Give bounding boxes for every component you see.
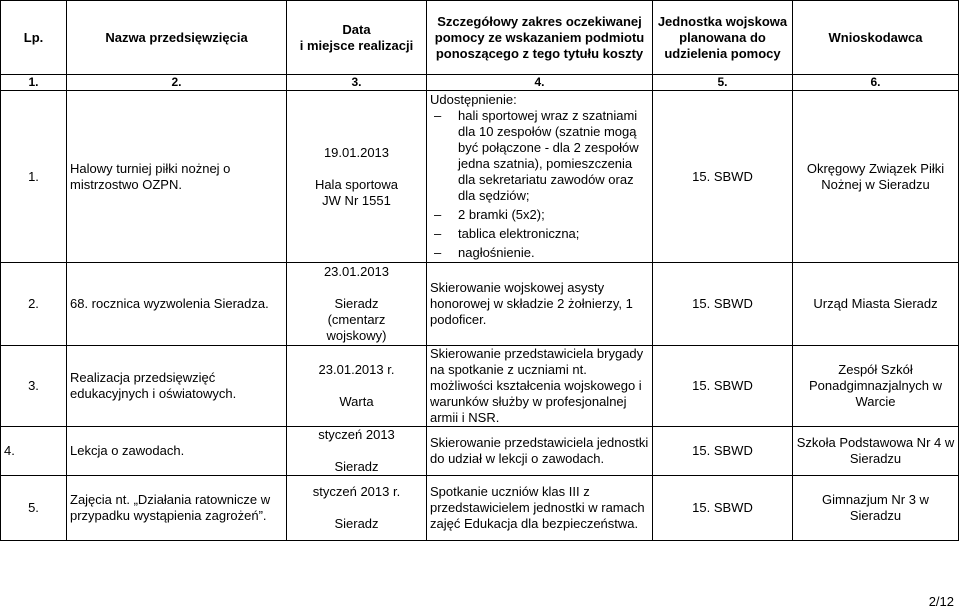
header-requester: Wnioskodawca [793,1,959,75]
row-scope: Skierowanie przedstawiciela brygady na spotkanie z uczniami nt. możliwości kształcenia wojskowego i warunków służby w profesjonalnej armii i NSR. [427,346,653,427]
row-date-place: styczeń 2013 r. Sieradz [287,476,427,541]
row-unit: 15. SBWD [653,476,793,541]
table-row [1,346,959,427]
page-number: 2/12 [928,594,954,609]
column-number-row [1,75,959,91]
col-number-1: 1. [1,75,67,91]
scope-list [430,108,649,261]
row-name: Zajęcia nt. „Działania ratownicze w przypadku wystąpienia zagrożeń”. [67,476,287,541]
row-requester: Urząd Miasta Sieradz [793,263,959,346]
row-name: Realizacja przedsięwzięć edukacyjnych i oświatowych. [67,346,287,427]
row-requester: Zespół Szkół Ponadgimnazjalnych w Warcie [793,346,959,427]
col-number-2: 2. [67,75,287,91]
row-scope: Skierowanie przedstawiciela jednostki do udział w lekcji o zawodach. [427,427,653,476]
row-unit: 15. SBWD [653,346,793,427]
header-scope: Szczegółowy zakres oczekiwanej pomocy ze wskazaniem podmiotu ponoszącego z tego tytułu koszty [427,1,653,75]
row-scope [427,91,653,263]
row-scope: Spotkanie uczniów klas III z przedstawicielem jednostki w ramach zajęć Edukacja dla bezpieczeństwa. [427,476,653,541]
row-date-place: 19.01.2013 Hala sportowa JW Nr 1551 [287,91,427,263]
col-number-3: 3. [287,75,427,91]
header-lp: Lp. [1,1,67,75]
row-requester: Gimnazjum Nr 3 w Sieradzu [793,476,959,541]
header-name: Nazwa przedsięwzięcia [67,1,287,75]
row-unit: 15. SBWD [653,91,793,263]
list-item: – nagłośnienie. [430,245,649,261]
header-date-place: Data i miejsce realizacji [287,1,427,75]
list-item: – 2 bramki (5x2); [430,207,649,223]
row-name: 68. rocznica wyzwolenia Sieradza. [67,263,287,346]
header-row [1,1,959,75]
row-lp: 5. [1,476,67,541]
header-unit: Jednostka wojskowa planowana do udzielenia pomocy [653,1,793,75]
row-requester: Okręgowy Związek Piłki Nożnej w Sieradzu [793,91,959,263]
row-date-place: 23.01.2013 Sieradz (cmentarz wojskowy) [287,263,427,346]
row-name: Lekcja o zawodach. [67,427,287,476]
row-unit: 15. SBWD [653,427,793,476]
row-unit: 15. SBWD [653,263,793,346]
row-lp: 1. [1,91,67,263]
row-requester: Szkoła Podstawowa Nr 4 w Sieradzu [793,427,959,476]
row-lp: 3. [1,346,67,427]
row-name: Halowy turniej piłki nożnej o mistrzostwo OZPN. [67,91,287,263]
scope-intro: Udostępnienie: [430,92,517,107]
row-lp: 4. [1,427,67,476]
table-row [1,427,959,476]
col-number-5: 5. [653,75,793,91]
row-date-place: styczeń 2013 Sieradz [287,427,427,476]
table-row [1,263,959,346]
col-number-6: 6. [793,75,959,91]
row-scope: Skierowanie wojskowej asysty honorowej w składzie 2 żołnierzy, 1 podoficer. [427,263,653,346]
table-row [1,476,959,541]
table-row [1,91,959,263]
list-item: – hali sportowej wraz z szatniami dla 10 zespołów (szatnie mogą być połączone - dla 2 zespołów jedna szatnia), pomieszczenia dla sekretariatu zawodów oraz dla sędziów; [430,108,649,204]
row-lp: 2. [1,263,67,346]
row-date-place: 23.01.2013 r. Warta [287,346,427,427]
col-number-4: 4. [427,75,653,91]
list-item: – tablica elektroniczna; [430,226,649,242]
